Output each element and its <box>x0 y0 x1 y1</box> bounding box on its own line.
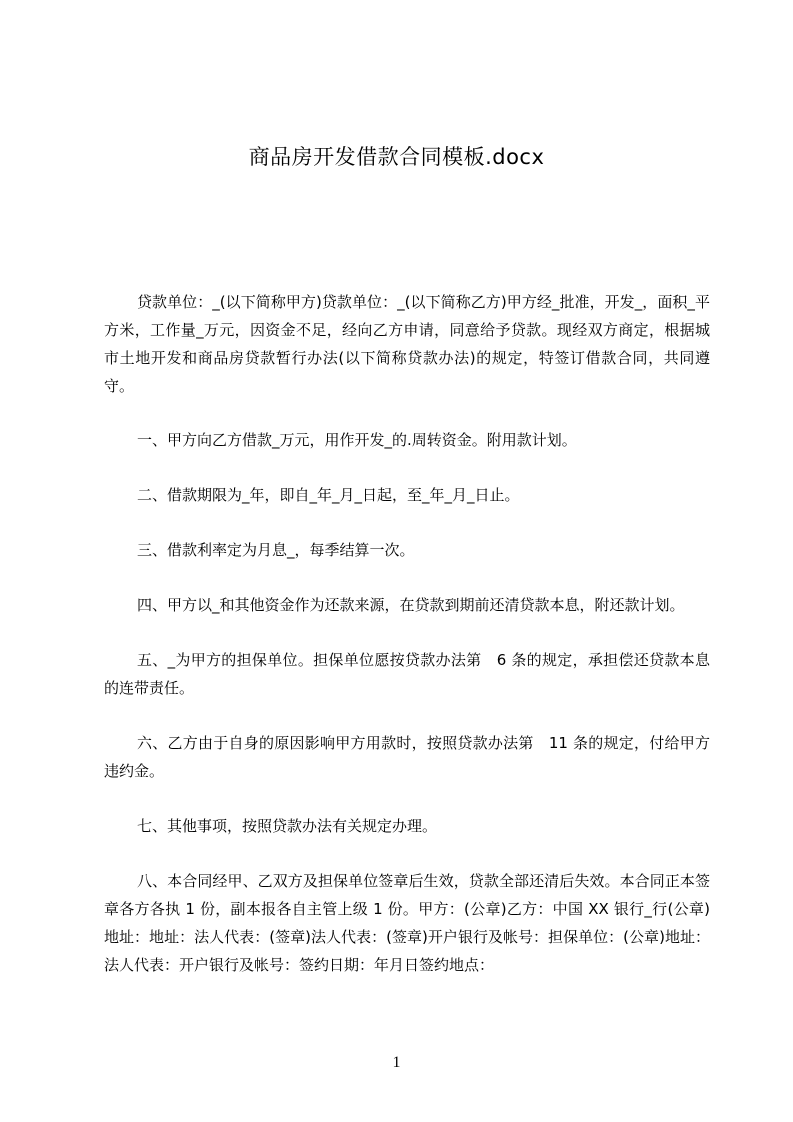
paragraph-clause-3: 三、借款利率定为月息_，每季结算一次。 <box>137 541 415 559</box>
document-title: 商品房开发借款合同模板.docx <box>248 145 545 169</box>
paragraph-clause-7: 七、其他事项，按照贷款办法有关规定办理。 <box>137 817 438 835</box>
paragraph-clause-2: 二、借款期限为_年，即自_年_月_日起，至_年_月_日止。 <box>137 486 520 504</box>
page-number: 1 <box>392 1054 401 1071</box>
paragraph-preamble: 贷款单位：_(以下简称甲方)贷款单位：_(以下简称乙方)甲方经_批准，开发_，面积_平方米，工作量_万元，因资金不足，经向乙方申请，同意给予贷款。现经双方商定，根据城市土地开发和商品房贷款暂行办法(以下简称贷款办法)的规定，特签订借款合同，共同遵守。 <box>104 293 710 395</box>
paragraph-clause-4: 四、甲方以_和其他资金作为还款来源，在贷款到期前还清贷款本息，附还款计划。 <box>137 596 685 614</box>
paragraph-clause-8: 八、本合同经甲、乙双方及担保单位签章后生效，贷款全部还清后失效。本合同正本签章各方各执 1 份，副本报各自主管上级 1 份。甲方：(公章)乙方：中国 XX 银行_行(公章)地址：地址：法人代表：(签章)法人代表：(签章)开户银行及帐号：担保单位：(公章)地址：法人代表：开户银行及帐号：签约日期：年月日签约地点： <box>104 872 710 974</box>
paragraph-clause-5: 五、_为甲方的担保单位。担保单位愿按贷款办法第 6 条的规定，承担偿还贷款本息的连带责任。 <box>104 651 710 697</box>
paragraph-clause-1: 一、甲方向乙方借款_万元，用作开发_的.周转资金。附用款计划。 <box>137 431 577 449</box>
document-body <box>104 288 710 1006</box>
paragraph-clause-6: 六、乙方由于自身的原因影响甲方用款时，按照贷款办法第 11 条的规定，付给甲方违约金。 <box>104 734 710 780</box>
